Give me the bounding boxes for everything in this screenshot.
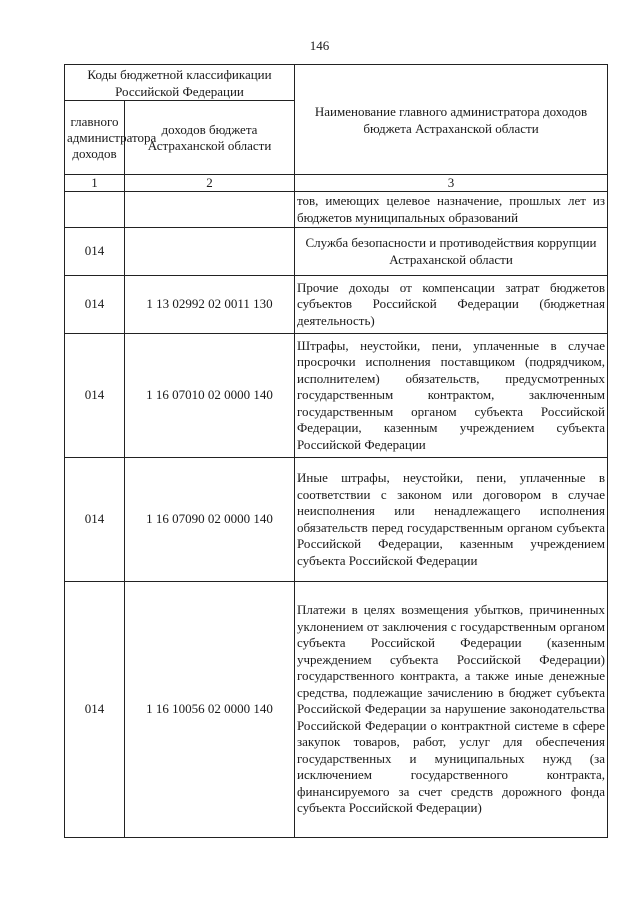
page-number: 146 (309, 38, 330, 53)
admin-code-cell: 014 (65, 334, 125, 458)
income-code-cell (125, 192, 295, 228)
table-body (65, 192, 608, 838)
header-admin-code-column: главного администратора доходов (65, 101, 125, 175)
revenue-name-cell: тов, имеющих целевое назначение, прошлых лет из бюджетов муниципальных образований (295, 192, 608, 228)
table-row (65, 276, 608, 334)
budget-classification-table (64, 64, 608, 838)
admin-code-cell: 014 (65, 228, 125, 276)
income-code-cell: 1 16 10056 02 0000 140 (125, 582, 295, 838)
revenue-name-cell: Платежи в целях возмещения убытков, причиненных уклонением от заключения с государственным органом субъекта Российской Федерации (казенным учреждением субъекта Российской Федерации) государственного контракта, а также иные денежные средства, подлежащие зачислению в бюджет субъекта Российской Федерации за нарушение законодательства Российской Федерации о контрактной системе в сфере закупок товаров, работ, услуг для обеспечения государственных и муниципальных нужд (за исключением государственного контракта, финансируемого за счет средств дорожного фонда субъекта Российской Федерации) (295, 582, 608, 838)
table-row (65, 458, 608, 582)
header-group-title: Коды бюджетной классификации Российской Федерации (65, 65, 295, 101)
revenue-name-cell: Иные штрафы, неустойки, пени, уплаченные в соответствии с законом или договором в случае неисполнения или ненадлежащего исполнения обязательств перед государственным органом субъекта Российской Федерации, казенным учреждением субъекта Российской Федерации (295, 458, 608, 582)
column-number: 3 (295, 175, 608, 192)
admin-code-cell: 014 (65, 458, 125, 582)
column-number: 2 (125, 175, 295, 192)
income-code-cell: 1 16 07090 02 0000 140 (125, 458, 295, 582)
table-row (65, 334, 608, 458)
revenue-name-cell: Штрафы, неустойки, пени, уплаченные в случае просрочки исполнения поставщиком (подрядчиком, исполнителем) обязательств, предусмотренных государственным контрактом, заключенным государственным органом субъекта Российской Федерации, казенным учреждением субъекта Российской Федерации (295, 334, 608, 458)
admin-code-cell (65, 192, 125, 228)
table-header (65, 65, 608, 192)
header-name-column: Наименование главного администратора доходов бюджета Астраханской области (295, 65, 608, 175)
table-row (65, 582, 608, 838)
income-code-cell: 1 16 07010 02 0000 140 (125, 334, 295, 458)
revenue-name-cell: Прочие доходы от компенсации затрат бюджетов субъектов Российской Федерации (бюджетная деятельность) (295, 276, 608, 334)
column-number: 1 (65, 175, 125, 192)
administrator-title-cell: Служба безопасности и противодействия коррупции Астраханской области (295, 228, 608, 276)
admin-code-cell: 014 (65, 276, 125, 334)
income-code-cell (125, 228, 295, 276)
table-row (65, 228, 608, 276)
income-code-cell: 1 13 02992 02 0011 130 (125, 276, 295, 334)
header-income-code-column: доходов бюджета Астраханской области (125, 101, 295, 175)
table-row (65, 192, 608, 228)
admin-code-cell: 014 (65, 582, 125, 838)
